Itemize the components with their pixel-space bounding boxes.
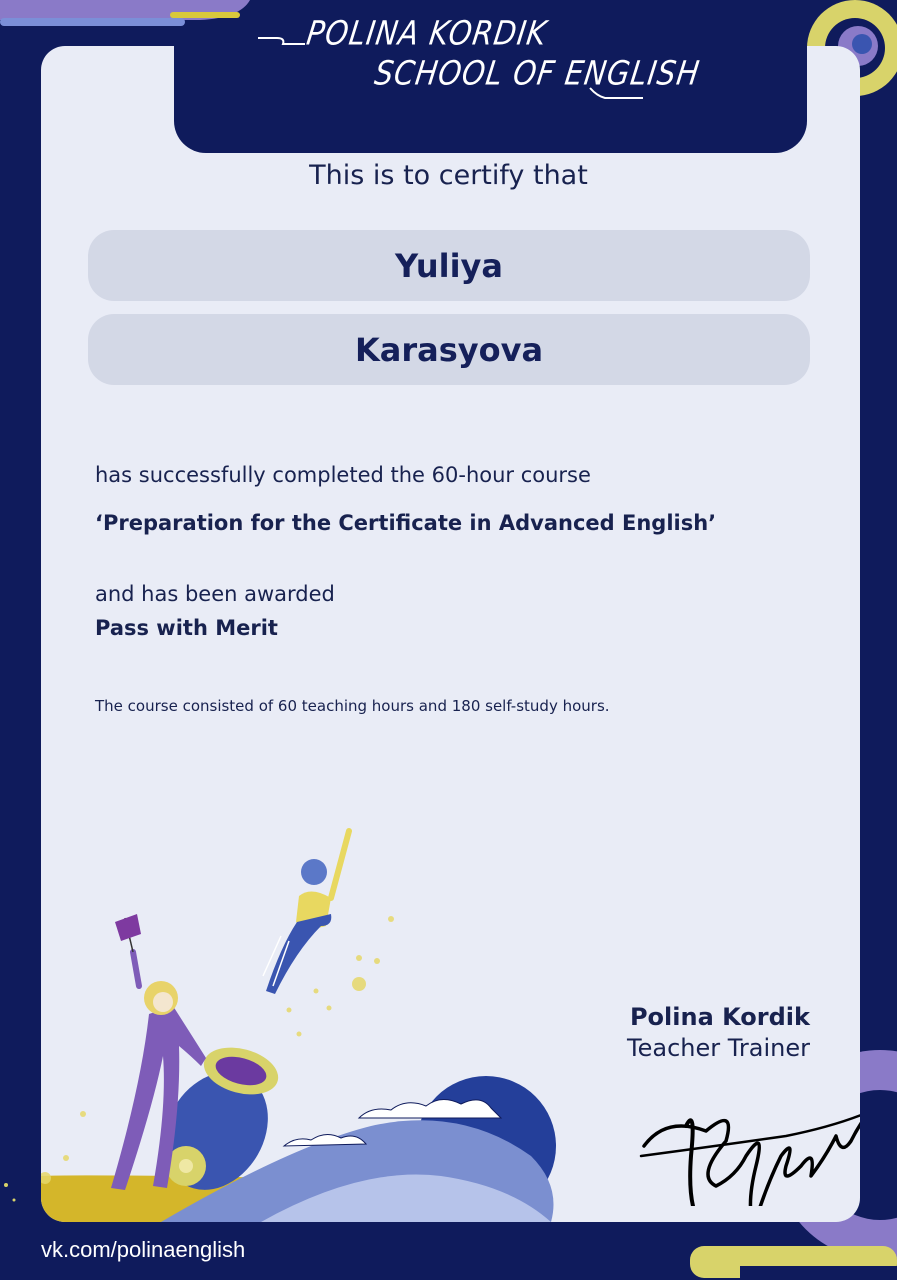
- logo-line-1: POLINA KORDIK: [304, 13, 550, 53]
- logo-line-2: SCHOOL OF ENGLISH: [372, 53, 703, 93]
- signatory-name: Polina Kordik: [629, 1003, 810, 1031]
- hours-note: The course consisted of 60 teaching hours and 180 self-study hours.: [95, 697, 610, 715]
- course-title: ‘Preparation for the Certificate in Advanced English’: [95, 511, 717, 535]
- grade: Pass with Merit: [95, 616, 278, 640]
- last-name: Karasyova: [354, 330, 544, 369]
- last-name-box: [88, 314, 810, 385]
- flying-kid-head: [301, 859, 327, 885]
- signatory-title: Teacher Trainer: [627, 1034, 810, 1062]
- first-name: Yuliya: [394, 246, 503, 285]
- top-left-swoosh-yellow: [170, 12, 240, 18]
- handwritten-signature: [636, 1066, 860, 1206]
- top-left-swoosh-blue: [0, 18, 185, 26]
- school-logo: [255, 12, 703, 104]
- awarded-text: and has been awarded: [95, 582, 335, 606]
- completed-text: has successfully completed the 60-hour course: [95, 463, 591, 487]
- footer-url[interactable]: vk.com/polinaenglish: [41, 1237, 246, 1262]
- certify-intro: This is to certify that: [309, 160, 588, 191]
- first-name-box: [88, 230, 810, 301]
